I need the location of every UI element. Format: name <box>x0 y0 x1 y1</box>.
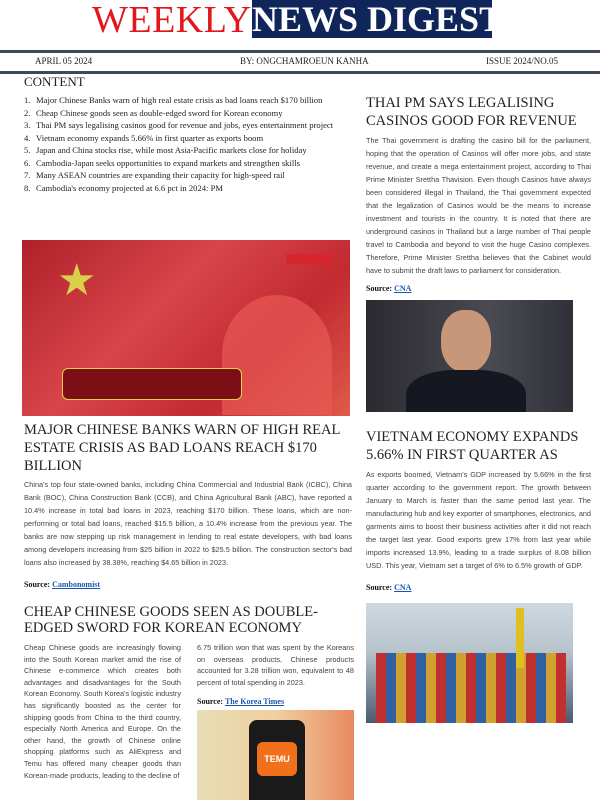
korea-columns <box>24 642 354 800</box>
masthead-weekly: WEEKLY <box>92 0 252 41</box>
banks-headline: MAJOR CHINESE BANKS WARN OF HIGH REAL ESTATE CRISIS AS BAD LOANS REACH $170 BILLION <box>24 422 340 474</box>
toc-number: 7. <box>24 170 31 180</box>
author: BY: ONGCHAMROEUN KANHA <box>240 56 369 66</box>
toc-title: Cheap Chinese goods seen as double-edged sword for Korean economy <box>36 107 283 118</box>
banks-body: China's top four state-owned banks, including China Commercial and Industrial Bank (ICBC), China Bank (BOC), China Construction Bank (CCB), and China Agricultural Bank (ABC), have reported a 10.4% increase in total bad loans in 2023, reaching $170 billion. These loans, which are non-performing or total bad loans, reached $15.5 billion, a 10.4% increase from the previous year. The banks are now stepping up risk management in lending to real estate developers, with bad loans among developers increasing from $25 billion in 2022 to $25.5 billion. The construction sector's bad loans also increased by 38.38%, reaching $4.65 billion in 2023. <box>24 480 352 567</box>
thai-source <box>366 283 591 294</box>
contents-heading: CONTENT <box>24 74 85 89</box>
toc-number: 3. <box>24 120 31 130</box>
divider <box>0 50 600 53</box>
issue-number: ISSUE 2024/NO.05 <box>486 56 559 66</box>
toc-number: 6. <box>24 157 31 168</box>
left-column <box>24 421 354 800</box>
toc-title: Vietnam economy expands 5.66% in first quarter as exports boom <box>36 132 264 143</box>
masthead <box>0 0 600 40</box>
toc-number: 5. <box>24 145 31 155</box>
source-link-korea-times[interactable]: The Korea Times <box>224 697 285 707</box>
source-label: Source: <box>366 284 393 293</box>
korea-body-col1: Cheap Chinese goods are increasingly flowing into the South Korean market amid the rise of Chinese e-commerce which creates both advantages and disadvantages for the South Korean Economy. South Korea's logistic industry has significantly boosted as the center for shipping goods from China to the third country, especially North America and Europe. On the other hand, the growth of Chinese online shopping platforms such as AliExpress and Temu has offered many cheaper goods than Korean-made products, leading to the decline of <box>24 643 182 780</box>
korea-headline: CHEAP CHINESE GOODS SEEN AS DOUBLE-EDGED SWORD FOR KOREAN ECONOMY <box>24 604 318 636</box>
toc-item[interactable] <box>24 107 350 120</box>
toc-item[interactable] <box>24 157 350 170</box>
toc-title: Many ASEAN countries are expanding their capacity for high-speed rail <box>36 170 285 180</box>
right-column <box>366 94 591 723</box>
image-badge <box>286 254 332 264</box>
toc-title: Japan and China stocks rise, while most Asia-Pacific markets close for holiday <box>36 145 307 155</box>
thai-body: The Thai government is drafting the casino bill for the parliament, hoping that the operation of Casinos will offer more jobs, and state revenue, and create a mega entertainment project, according to Thai Prime Minister Srettha Thavision. Even though Casinos have always been considered illegal in Thailand, the Thai government expected that the legalization of Casinos would be the means to increase investment and tourists in the country. It is noted that there are underground casinos in Thailand but a large number of Thai people travel to Cambodia and beyond to visit the huge Casino complexes. Therefore, Prime Minister Srettha believes that the Cabinet would have to submit the draft laws to parliament for consideration. <box>366 136 591 275</box>
thai-headline: THAI PM SAYS LEGALISING CASINOS GOOD FOR REVENUE <box>366 95 577 129</box>
toc-title: Cambodia-Japan seeks opportunities to expand markets and strengthen skills <box>36 157 300 168</box>
toc-item[interactable] <box>24 182 350 195</box>
source-link-cna[interactable]: CNA <box>394 583 412 592</box>
vietnam-body: As exports boomed, Vietnam's GDP increased by 5.66% in the first quarter according to the government report. The growth between January to March is faster than the same period last year. The manufacturing hub and key exporter of smartphones, electronics, and garments aims to boost their business activities after it did not reach the target last year. Good exports grew 17% from last year while imports increased 13.9%, leading to a trade surplus of 8.08 billion USD. This year, Vietnam set a target of 6% to 6.5% growth of GDP. <box>366 470 591 570</box>
banks-source <box>24 579 354 590</box>
divider <box>0 71 600 74</box>
toc-item[interactable] <box>24 132 350 145</box>
containers <box>376 653 566 723</box>
toc-title: Thai PM says legalising casinos good for revenue and jobs, eyes entertainment project <box>36 120 334 130</box>
toc-number: 4. <box>24 132 31 143</box>
image-caption-banner <box>62 368 242 400</box>
korea-source <box>197 696 354 707</box>
toc-number: 2. <box>24 107 31 118</box>
source-link-cambonomist[interactable]: Cambonomist <box>52 580 101 589</box>
toc-number: 1. <box>24 95 31 105</box>
toc-item[interactable] <box>24 144 350 157</box>
source-label: Source: <box>197 697 224 707</box>
korea-article-image <box>197 710 354 800</box>
banks-article-image <box>22 240 350 416</box>
star-icon: ★ <box>57 256 97 305</box>
temu-logo: TEMU <box>257 742 297 776</box>
source-link-cna[interactable]: CNA <box>394 284 412 293</box>
vietnam-source <box>366 582 591 593</box>
vietnam-headline: VIETNAM ECONOMY EXPANDS 5.66% IN FIRST QUARTER AS <box>366 429 579 463</box>
toc-item[interactable] <box>24 94 350 107</box>
portrait-suit <box>406 370 526 412</box>
vietnam-port-photo <box>366 603 573 723</box>
source-label: Source: <box>366 583 393 592</box>
toc-title: Cambodia's economy projected at 6.6 pct in 2024: PM <box>36 182 223 193</box>
crane <box>516 608 524 668</box>
korea-col2 <box>197 642 354 800</box>
source-label: Source: <box>24 580 51 589</box>
toc-number: 8. <box>24 182 31 193</box>
portrait-face <box>441 310 491 372</box>
toc-item[interactable] <box>24 169 350 182</box>
korea-body-col2: 6.75 trillion won that was spent by the Koreans on overseas products, Chinese products accounted for 3.28 trillion won, equivalent to 48 percent of total spending in 2023. <box>197 643 354 687</box>
masthead-news-digest: NEWS DIGEST <box>252 0 504 39</box>
toc-item[interactable] <box>24 119 350 132</box>
table-of-contents <box>24 94 350 194</box>
thai-pm-photo <box>366 300 573 412</box>
toc-title: Major Chinese Banks warn of high real estate crisis as bad loans reach $170 billion <box>36 95 323 105</box>
issue-date: APRIL 05 2024 <box>35 56 93 66</box>
